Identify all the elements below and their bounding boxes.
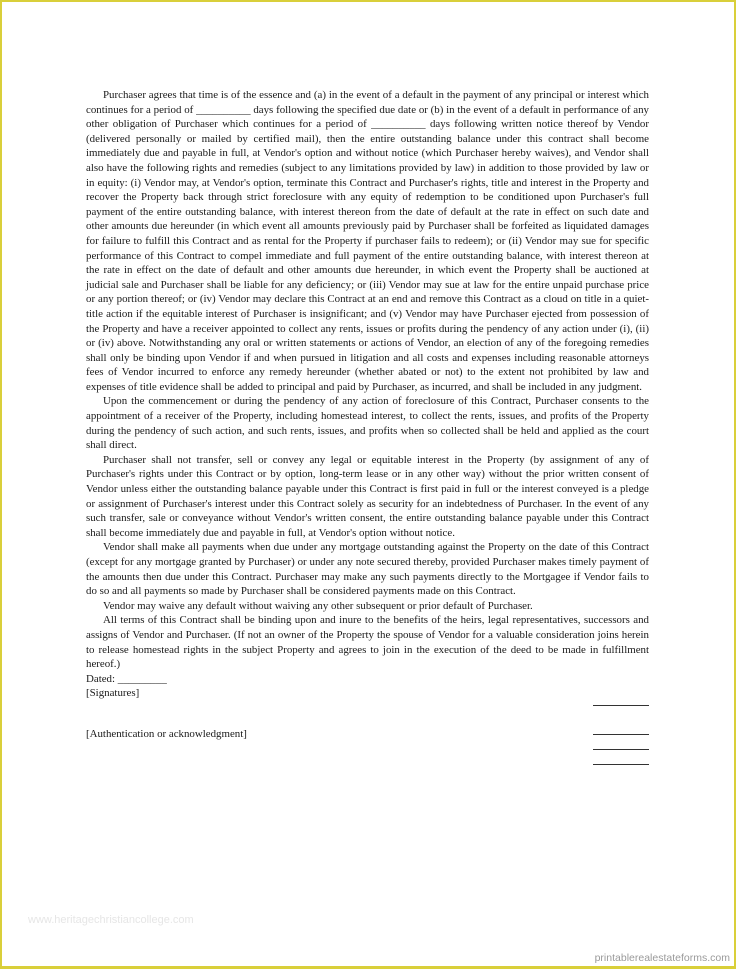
signature-line — [593, 734, 649, 735]
transfer-paragraph: Purchaser shall not transfer, sell or convey any legal or equitable interest in the Property (by assignment of any of Purchaser's rights under this Contract or by option, long-term lease or in any other way) without the prior written consent of Vendor unless either the outstanding balance payable under this Contract is first paid in full or the interest conveyed is a pledge or assignment of Purchaser's interest under this Contract solely as security for an indebtedness of Purchaser. In the event of any such transfer, sale or conveyance without Vendor's written consent, the entire outstanding balance payable under this Contract shall become immediately due and payable in full, at Vendor's option without notice. — [86, 453, 649, 539]
page-border-left — [0, 0, 2, 969]
watermark-left: www.heritagechristiancollege.com — [28, 914, 194, 926]
mortgage-payments-paragraph: Vendor shall make all payments when due under any mortgage outstanding against the Property on the date of this Contract (except for any mortgage granted by Purchaser) or under any note secured thereby, provided Purchaser makes timely payment of the amounts then due under this Contract. Purchaser may make any such payments directly to the Mortgagee if Vendor fails to do so and all payments so made by Purchaser shall be considered payments made on this Contract. — [86, 541, 649, 598]
authentication-label: [Authentication or acknowledgment] — [86, 727, 247, 740]
page-border-top — [0, 0, 736, 2]
contract-page — [86, 88, 649, 801]
signatures-label: [Signatures] — [86, 687, 140, 700]
receiver-paragraph: Upon the commencement or during the pendency of any action of foreclosure of this Contract, Purchaser consents to the appointment of a receiver of the Property, including homestead interest, to collect the rents, issues, and profits of the Property during the pendency of such action, and such rents, issues, and profits when so collected shall be held and applied as the court shall direct. — [86, 395, 649, 452]
dated-line: Dated: _________ — [86, 672, 167, 685]
binding-terms-paragraph: All terms of this Contract shall be binding upon and inure to the benefits of the heirs, legal representatives, successors and assigns of Vendor and Purchaser. (If not an owner of the Property the spouse of Vendor for a valuable consideration joins herein to release homestead rights in the subject Property and agrees to join in the execution of the deed to be made in fulfillment hereof.) — [86, 614, 649, 671]
signature-line — [593, 764, 649, 765]
waiver-paragraph: Vendor may waive any default without waiving any other subsequent or prior default of Purchaser. — [103, 599, 533, 612]
signature-block — [86, 701, 649, 801]
watermark-right: printablerealestateforms.com — [594, 952, 730, 964]
signature-line — [593, 749, 649, 750]
signature-line — [593, 705, 649, 706]
default-remedies-paragraph: Purchaser agrees that time is of the essence and (a) in the event of a default in the payment of any principal or interest which continues for a period of __________ days following the specified due date or (b) in the event of a default in performance of any other obligation of Purchaser which continues for a period of __________ days following written notice thereof by Vendor (delivered personally or mailed by certified mail), then the entire outstanding balance under this contract shall become immediately due and payable in full, at Vendor's option and without notice (which Purchaser hereby waives), and Vendor shall also have the following rights and remedies (subject to any limitations provided by law) in addition to those provided by law or in equity: (i) Vendor may, at Vendor's option, terminate this Contract and Purchaser's rights, title and interest in the Property and recover the Property back through strict foreclosure with any equity of redemption to be conditioned upon Purchaser's full payment of the entire outstanding balance, with interest thereon from the date of default at the rate in effect on such date and other amounts due hereunder (in which event all amounts previously paid by Purchaser shall be forfeited as liquidated damages for failure to fulfill this Contract and as rental for the Property if purchaser fails to redeem); or (ii) Vendor may sue for specific performance of this Contract to compel immediate and full payment of the entire outstanding balance, with interest thereon at the rate in effect on the date of default and other amounts due hereunder, in which event the Property shall be auctioned at judicial sale and Purchaser shall be liable for any deficiency; or (iii) Vendor may sue at law for the entire unpaid purchase price or any portion thereof; or (iv) Vendor may declare this Contract at an end and remove this Contract as a cloud on title in a quiet-title action if the equitable interest of Purchaser is insignificant; and (v) Vendor may have Purchaser ejected from possession of the Property and have a receiver appointed to collect any rents, issues or profits during the pendency of any action under (i), (ii) or (iv) above. Notwithstanding any oral or written statements or actions of Vendor, an election of any of the foregoing remedies shall only be binding upon Vendor if and when pursued in litigation and all costs and expenses including reasonable attorneys fees of Vendor incurred to enforce any remedy hereunder (whether abated or not) to the extent not prohibited by law and expenses of title evidence shall be added to principal and paid by Purchaser, as incurred, and shall be included in any judgment. — [86, 89, 649, 393]
